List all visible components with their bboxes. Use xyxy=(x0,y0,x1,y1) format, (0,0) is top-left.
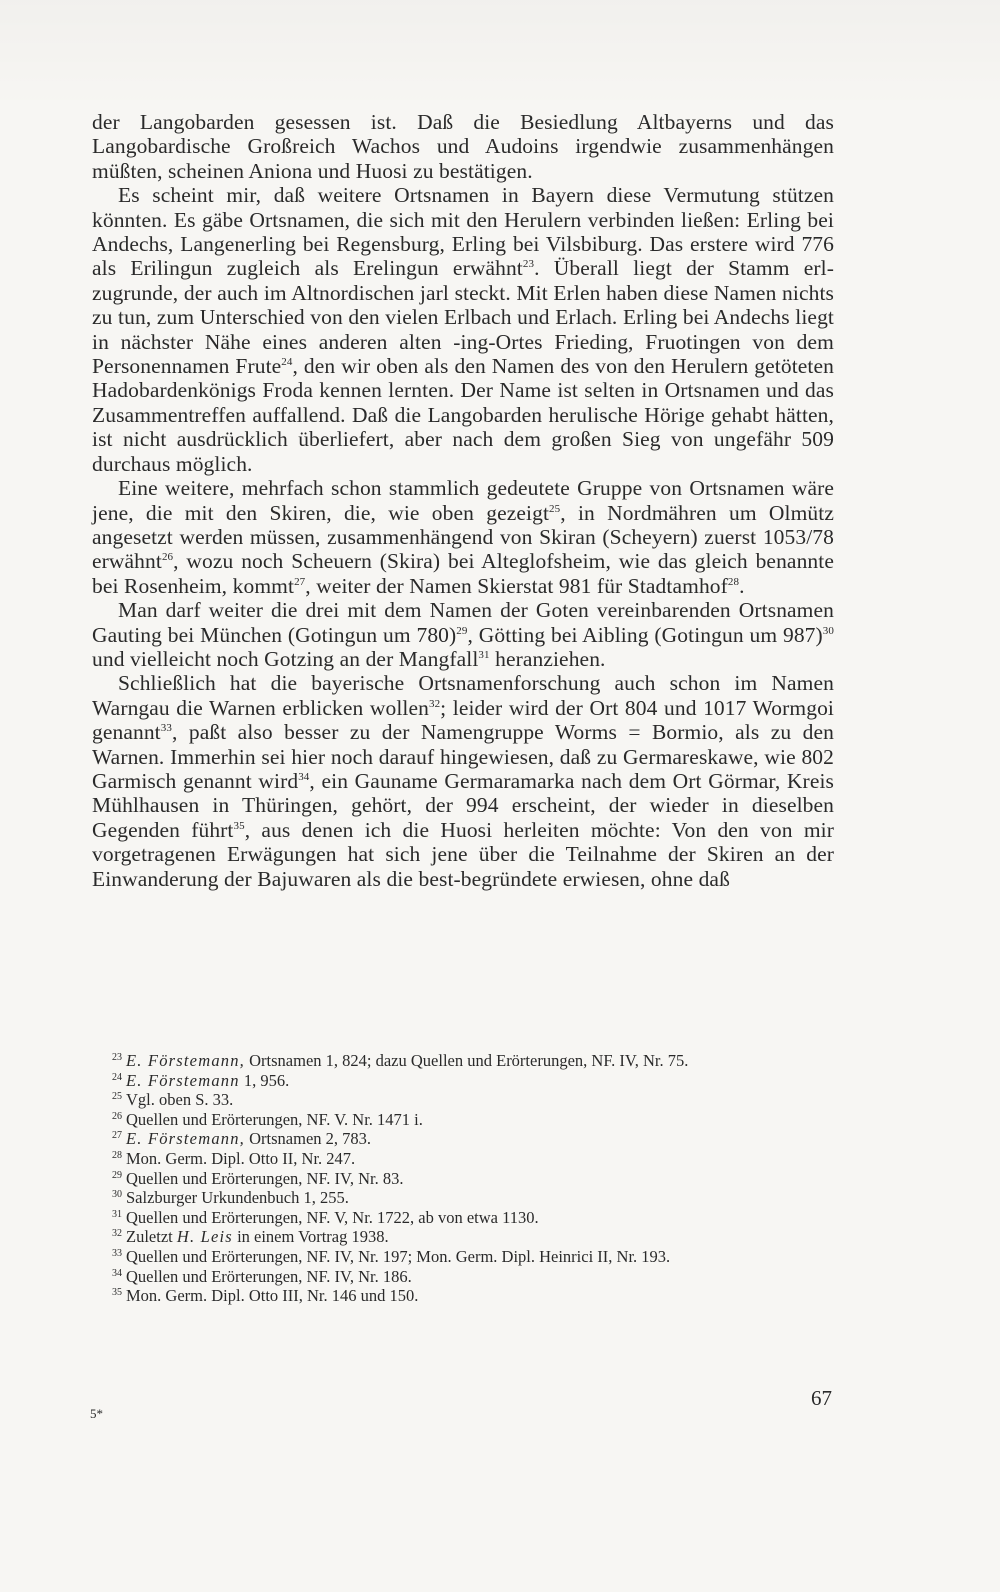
footnote-number: 33 xyxy=(112,1247,122,1259)
text-run: . xyxy=(739,573,745,598)
footnote-author: H. Leis xyxy=(176,1227,233,1247)
text-run: heranziehen. xyxy=(489,646,606,671)
footnote-reference: 35 xyxy=(233,819,245,832)
footnote-number: 32 xyxy=(112,1228,122,1240)
footnote-reference: 27 xyxy=(294,575,306,588)
footnote-text: Vgl. oben S. 33. xyxy=(126,1090,234,1110)
footnote xyxy=(92,1129,834,1149)
footnote xyxy=(92,1090,834,1110)
text-run: , paßt also besser zu der Namengruppe Worms = Bormio, als zu den Warnen. Immerhin sei hier noch darauf hingewiesen, daß zu Germareskawe, wie 802 Garmisch genannt wird xyxy=(92,720,834,793)
paragraph xyxy=(92,110,834,183)
paragraph xyxy=(92,598,834,671)
text-run: ; leider wird der Ort 804 und 1017 Wormgoi genannt xyxy=(92,695,834,745)
footnote-reference: 23 xyxy=(522,258,535,271)
footnote-reference: 28 xyxy=(727,575,740,588)
footnote-text: Mon. Germ. Dipl. Otto II, Nr. 247. xyxy=(126,1148,356,1168)
text-run: Es scheint mir, daß weitere Ortsnamen in Bayern diese Vermutung stützen könnten. Es gäbe Ortsnamen, die sich mit den Herulern verbinden ließen: Erling bei Andechs, Langenerling bei Regensburg, Erling bei Vilsbiburg. Das erstere wird 776 als Erilingun zugleich als Erelingun erwähnt xyxy=(92,183,834,281)
footnote xyxy=(92,1051,834,1071)
main-text xyxy=(92,110,834,891)
text-run: . Überall liegt der Stamm erl- zugrunde, der auch im Altnordischen jarl steckt. Mit Erlen haben diese Namen nichts zu tun, zum Unterschied von den vielen Erlbach und Erlach. Erling bei Andechs liegt in nächster Nähe eines anderen alten -ing-Ortes Frieding, Fruotingen von dem Personennamen Frute xyxy=(92,256,835,379)
text-run: und vielleicht noch Gotzing an der Mangfall xyxy=(92,646,479,671)
footnote-reference: 33 xyxy=(160,722,172,735)
footnote-reference: 26 xyxy=(161,551,174,564)
footnote-number: 29 xyxy=(112,1169,122,1181)
paragraph xyxy=(92,476,834,598)
footnote-number: 34 xyxy=(112,1267,122,1279)
footnote-text: Quellen und Erörterungen, NF. V, Nr. 1722, ab von etwa 1130. xyxy=(126,1207,539,1227)
text-run: Schließlich hat die bayerische Ortsnamenforschung auch schon im Namen Warngau die Warnen erblicken wollen xyxy=(92,671,834,720)
text-run: , wozu noch Scheuern (Skira) bei Alteglofsheim, wie das gleich benannte bei Rosenheim, kommt xyxy=(92,549,834,598)
footnote-number: 30 xyxy=(112,1189,122,1201)
footnote-author: E. Förstemann, xyxy=(126,1129,245,1149)
text-run: , weiter der Namen Skierstat 981 für Stadtamhof xyxy=(305,573,728,598)
text-run: , aus denen ich die Huosi herleiten möchte: Von den von mir vorgetragenen Erwägungen hat sich jene über die Teilnahme der Skiren an der Einwanderung der Bajuwaren als die best-begründete erwiesen, ohne daß xyxy=(92,817,834,891)
footnote xyxy=(92,1071,834,1091)
footnote-reference: 31 xyxy=(478,648,490,661)
footnote-reference: 34 xyxy=(298,770,310,783)
text-run: Man darf weiter die drei mit dem Namen der Goten vereinbarenden Ortsnamen Gauting bei München (Gotingun um 780) xyxy=(92,598,834,647)
footnote-reference: 29 xyxy=(456,624,468,637)
footnote-text: Ortsnamen 1, 824; dazu Quellen und Erörterungen, NF. IV, Nr. 75. xyxy=(245,1051,689,1070)
footnote-number: 23 xyxy=(112,1052,122,1063)
text-run: , in Nordmähren um Olmütz angesetzt werden müssen, zusammenhängend von Skiran (Scheyern) zuerst 1053/78 erwähnt xyxy=(92,500,834,574)
page-edge-shadow xyxy=(0,0,1000,110)
footnote-text: in einem Vortrag 1938. xyxy=(232,1227,389,1247)
footnote-reference: 32 xyxy=(428,697,441,710)
text-run: , ein Gauname Germaramarka nach dem Ort Görmar, Kreis Mühlhausen in Thüringen, gehört, der 994 erscheint, der wieder in dieselben Gegenden führt xyxy=(92,768,834,842)
footnote-author: E. Förstemann, xyxy=(126,1051,245,1070)
text-run: Eine weitere, mehrfach schon stammlich gedeutete Gruppe von Ortsnamen wäre jene, die mit den Skiren, die, wie oben gezeigt xyxy=(92,476,834,525)
signature-mark: 5* xyxy=(90,1406,103,1421)
footnote-text: Ortsnamen 2, 783. xyxy=(245,1129,372,1149)
footnote-number: 24 xyxy=(112,1071,122,1083)
footnote-reference: 30 xyxy=(822,624,834,637)
footnote xyxy=(92,1188,834,1208)
footnote-number: 25 xyxy=(112,1091,122,1103)
footnote-text: Quellen und Erörterungen, NF. IV, Nr. 186. xyxy=(126,1266,412,1286)
footnote xyxy=(92,1267,834,1287)
paragraph xyxy=(92,671,834,891)
footnote xyxy=(92,1208,834,1228)
footnote-text: Salzburger Urkundenbuch 1, 255. xyxy=(126,1188,349,1208)
footnote xyxy=(92,1227,834,1247)
footnote-number: 27 xyxy=(112,1130,122,1142)
footnote-number: 35 xyxy=(112,1287,122,1299)
footnote xyxy=(92,1286,834,1306)
footnote xyxy=(92,1110,834,1130)
paragraph xyxy=(92,183,834,476)
footnotes xyxy=(92,1051,834,1306)
footnote xyxy=(92,1149,834,1169)
footnote-text: Quellen und Erörterungen, NF. IV, Nr. 83. xyxy=(126,1168,404,1188)
page-number: 67 xyxy=(811,1386,832,1410)
footnote-number: 31 xyxy=(112,1208,122,1220)
footnote-author: E. Förstemann xyxy=(126,1070,240,1090)
footnote xyxy=(92,1247,834,1267)
text-run: der Langobarden gesessen ist. Daß die Besiedlung Altbayerns und das Langobardische Großreich Wachos und Audoins irgendwie zusammenhängen müßten, scheinen Aniona und Huosi zu bestätigen. xyxy=(92,110,834,183)
footnote-reference: 25 xyxy=(549,502,561,515)
footnote-reference: 24 xyxy=(281,356,293,369)
footnote-text: 1, 956. xyxy=(239,1070,290,1090)
footnote-number: 28 xyxy=(112,1149,122,1161)
footnote xyxy=(92,1169,834,1189)
footnote-text: Zuletzt xyxy=(126,1227,177,1247)
footnote-text: Quellen und Erörterungen, NF. V. Nr. 1471 i. xyxy=(126,1109,423,1129)
text-run: , den wir oben als den Namen des von den Herulern getöteten Hadobardenkönigs Froda kennen lernten. Der Name ist selten in Ortsnamen und das Zusammentreffen auffallend. Daß die Langobarden herulische Hörige gehabt hätten, ist nicht ausdrücklich überliefert, aber nach dem großen Sieg von ungefähr 509 durchaus möglich. xyxy=(92,354,834,476)
text-run: , Götting bei Aibling (Gotingun um 987) xyxy=(467,622,823,647)
footnote-text: Quellen und Erörterungen, NF. IV, Nr. 197; Mon. Germ. Dipl. Heinrici II, Nr. 193. xyxy=(126,1246,671,1266)
footnote-number: 26 xyxy=(112,1110,122,1122)
footnote-text: Mon. Germ. Dipl. Otto III, Nr. 146 und 150. xyxy=(126,1286,419,1306)
